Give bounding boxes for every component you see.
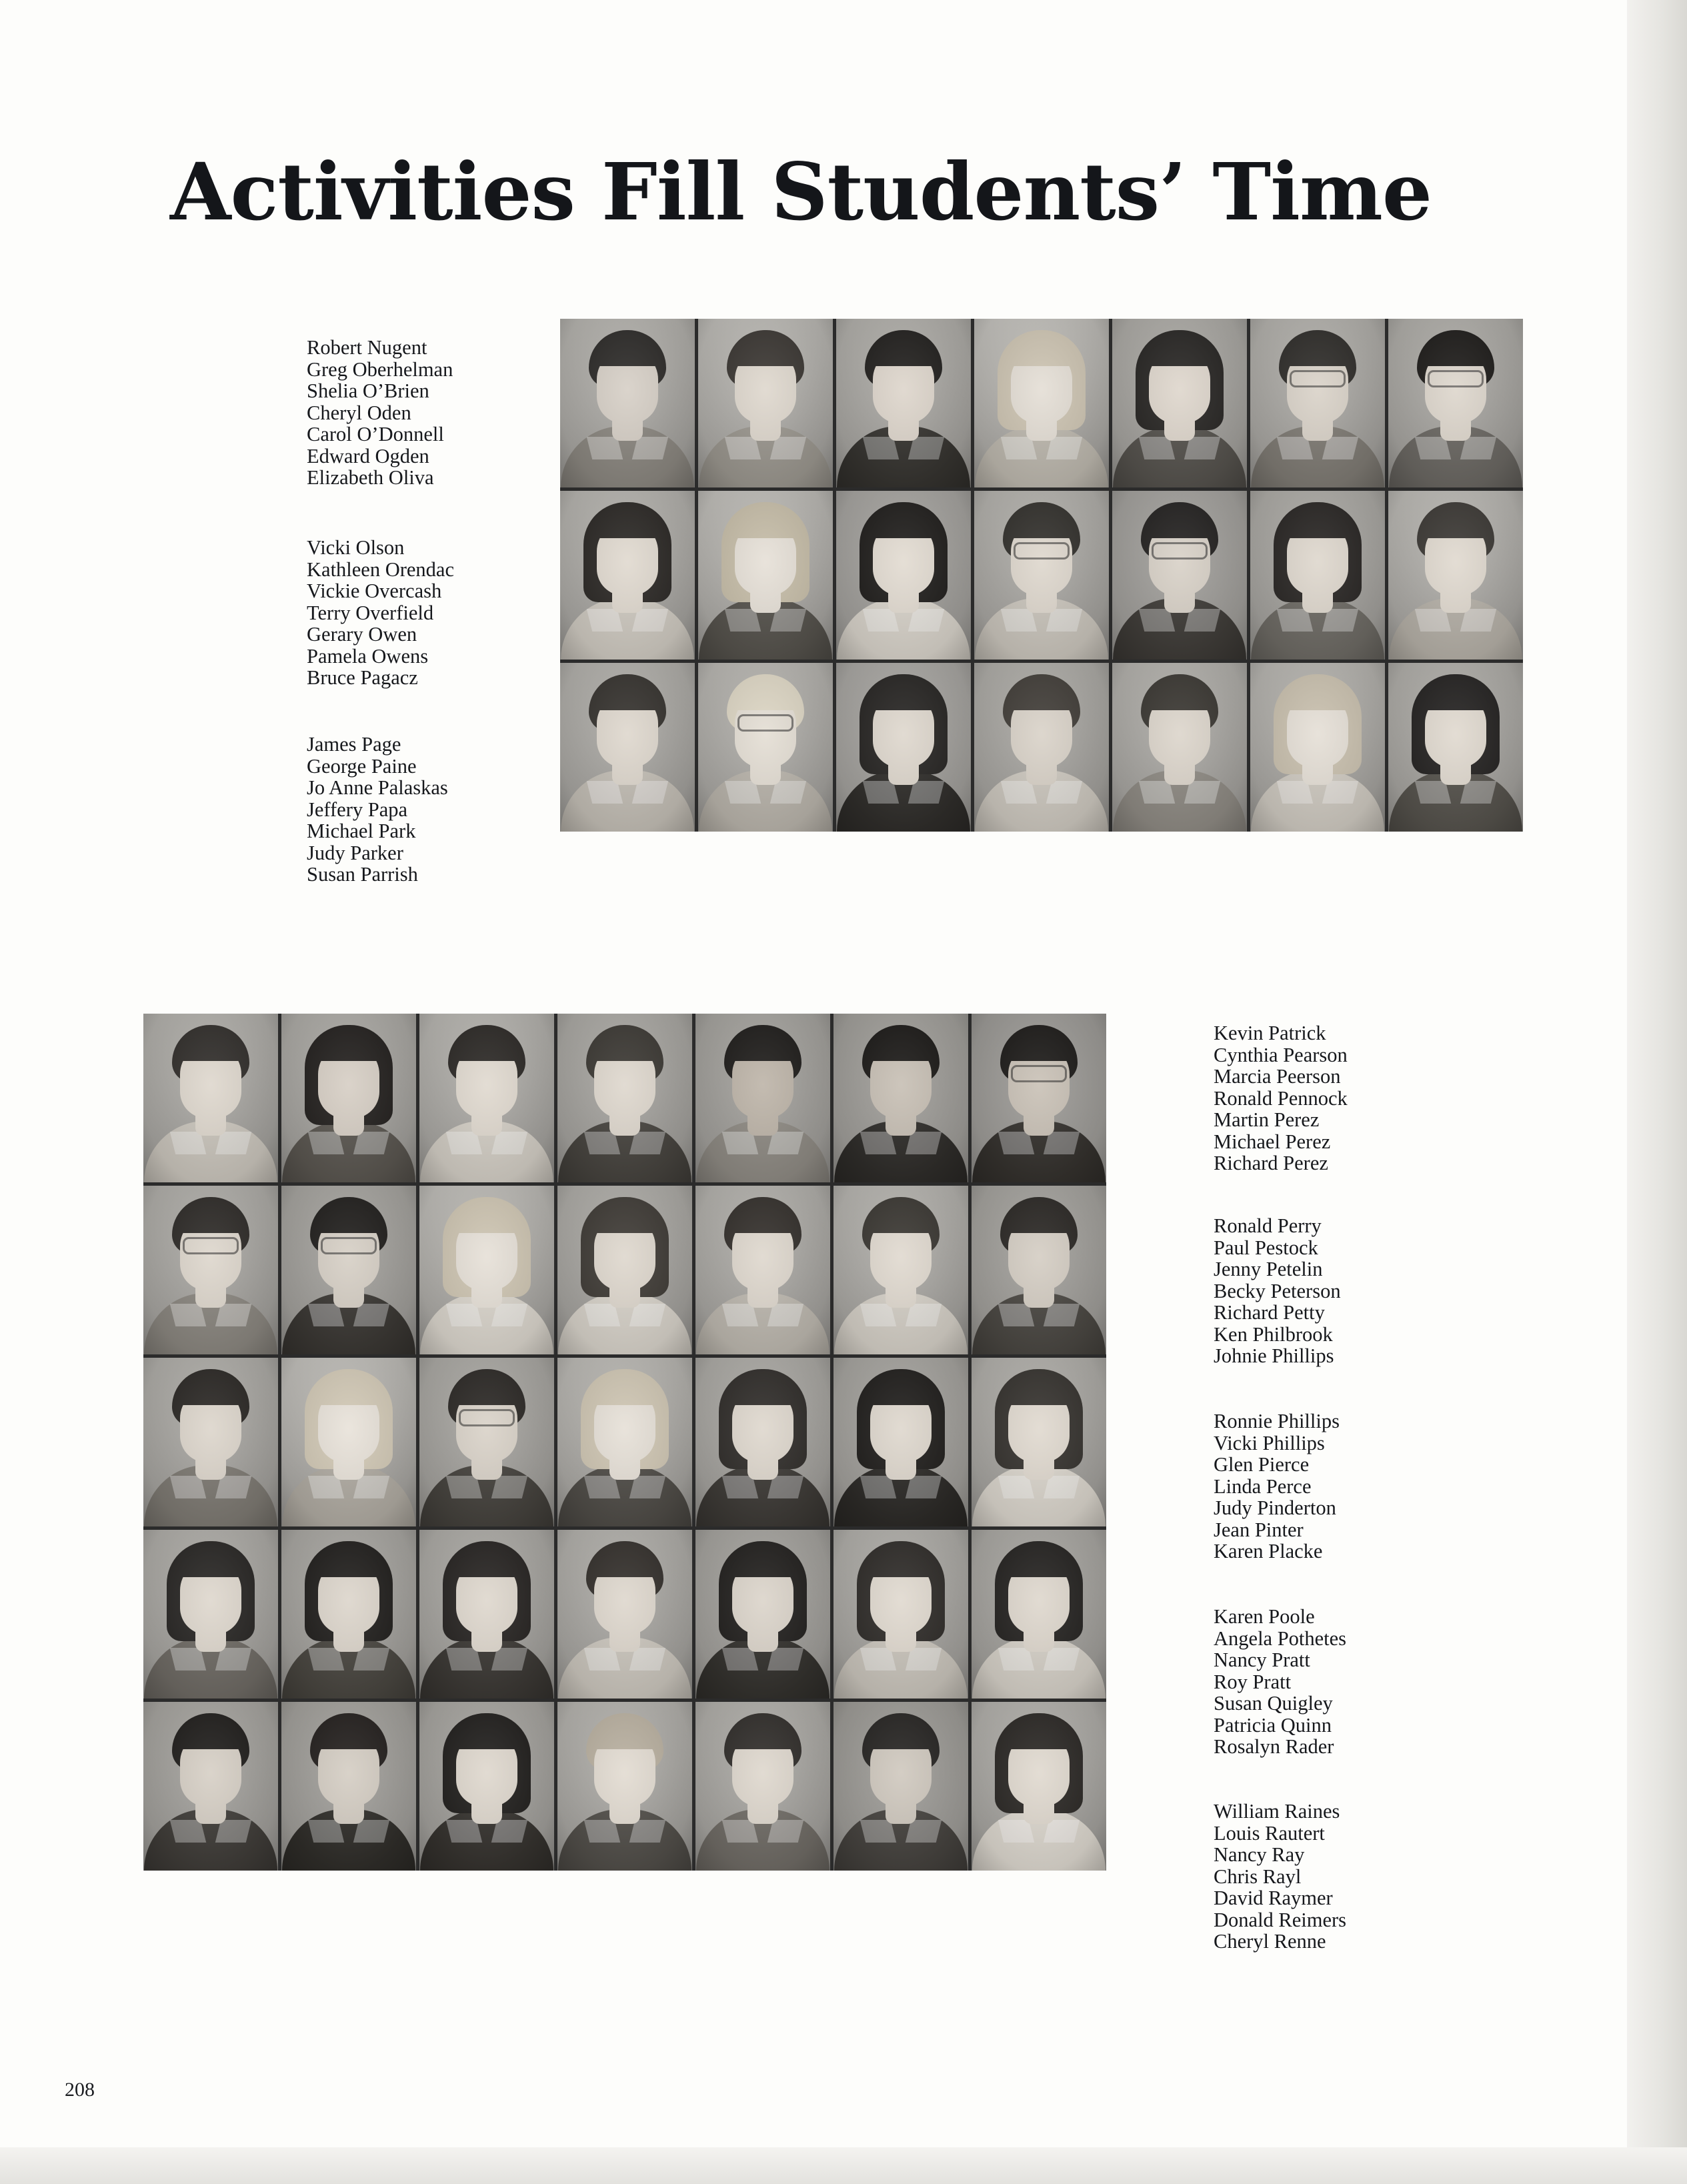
student-portrait: [972, 1014, 1106, 1182]
student-portrait: [698, 319, 833, 487]
portrait-vignette: [1388, 319, 1523, 487]
caption-name: Ken Philbrook: [1214, 1322, 1333, 1346]
caption-name: Jenny Petelin: [1214, 1258, 1323, 1280]
portrait-vignette: [419, 1530, 554, 1699]
student-portrait: [695, 1358, 830, 1526]
student-portrait: [972, 1530, 1106, 1699]
caption-name: James Page: [307, 733, 401, 756]
student-portrait: [419, 1530, 554, 1699]
caption-name: Rosalyn Rader: [1214, 1735, 1334, 1758]
caption-name: Patricia Quinn: [1214, 1713, 1332, 1737]
portrait-vignette: [974, 491, 1109, 660]
student-portrait: [1112, 491, 1247, 660]
caption-block-top-1: [307, 337, 453, 489]
caption-name: David Raymer: [1214, 1887, 1333, 1909]
caption-name: Martin Perez: [1214, 1108, 1320, 1131]
caption-block-bottom-2: [1214, 1215, 1341, 1367]
student-portrait: [560, 491, 695, 660]
portrait-vignette: [974, 663, 1109, 832]
caption-name: Cynthia Pearson: [1214, 1043, 1348, 1066]
portrait-vignette: [143, 1702, 278, 1871]
portrait-vignette: [1388, 491, 1523, 660]
portrait-vignette: [695, 1358, 830, 1526]
student-portrait: [695, 1530, 830, 1699]
caption-name: Shelia O’Brien: [307, 379, 429, 402]
portrait-vignette: [281, 1358, 416, 1526]
student-portrait: [1388, 491, 1523, 660]
student-portrait: [281, 1186, 416, 1354]
student-portrait: [419, 1702, 554, 1871]
student-portrait: [695, 1702, 830, 1871]
caption-name: Bruce Pagacz: [307, 666, 418, 689]
caption-name: Robert Nugent: [307, 336, 427, 359]
caption-name: Ronnie Phillips: [1214, 1410, 1340, 1432]
student-portrait: [972, 1186, 1106, 1354]
caption-name: Louis Rautert: [1214, 1821, 1325, 1845]
caption-name: George Paine: [307, 754, 417, 778]
portrait-vignette: [143, 1014, 278, 1182]
student-portrait: [974, 491, 1109, 660]
caption-name: Nancy Ray: [1214, 1843, 1305, 1866]
caption-name: Donald Reimers: [1214, 1908, 1347, 1931]
student-portrait: [698, 663, 833, 832]
caption-name: Judy Pinderton: [1214, 1496, 1336, 1519]
caption-name: Richard Perez: [1214, 1152, 1328, 1174]
student-portrait: [557, 1186, 692, 1354]
caption-name: Carol O’Donnell: [307, 423, 444, 445]
portrait-vignette: [836, 491, 971, 660]
caption-name: Cheryl Renne: [1214, 1930, 1326, 1953]
student-portrait: [1112, 663, 1247, 832]
portrait-vignette: [974, 319, 1109, 487]
portrait-vignette: [560, 663, 695, 832]
caption-name: Ronald Perry: [1214, 1214, 1322, 1237]
caption-name: Gerary Owen: [307, 623, 417, 646]
portrait-vignette: [1112, 319, 1247, 487]
caption-name: Cheryl Oden: [307, 401, 411, 424]
portrait-vignette: [698, 491, 833, 660]
student-portrait: [560, 663, 695, 832]
student-portrait: [836, 663, 971, 832]
caption-name: Karen Poole: [1214, 1605, 1315, 1628]
caption-block-bottom-1: [1214, 1022, 1348, 1174]
caption-name: Edward Ogden: [307, 444, 429, 467]
portrait-vignette: [557, 1702, 692, 1871]
caption-name: Karen Placke: [1214, 1540, 1323, 1562]
student-portrait: [143, 1702, 278, 1871]
student-portrait: [557, 1014, 692, 1182]
caption-name: William Raines: [1214, 1800, 1340, 1823]
student-portrait: [1250, 491, 1385, 660]
portrait-vignette: [695, 1702, 830, 1871]
portrait-vignette: [695, 1014, 830, 1182]
caption-name: Susan Parrish: [307, 863, 418, 886]
portrait-vignette: [1250, 491, 1385, 660]
portrait-vignette: [560, 491, 695, 660]
student-portrait: [836, 491, 971, 660]
portrait-vignette: [1250, 663, 1385, 832]
caption-name: Angela Pothetes: [1214, 1626, 1347, 1650]
portrait-grid-top: [560, 319, 1523, 832]
portrait-vignette: [972, 1530, 1106, 1699]
student-portrait: [972, 1702, 1106, 1871]
caption-name: Kathleen Orendac: [307, 558, 455, 581]
portrait-vignette: [833, 1358, 968, 1526]
portrait-vignette: [1250, 319, 1385, 487]
caption-block-bottom-4: [1214, 1606, 1346, 1758]
student-portrait: [143, 1186, 278, 1354]
portrait-vignette: [833, 1186, 968, 1354]
student-portrait: [560, 319, 695, 487]
portrait-vignette: [557, 1186, 692, 1354]
portrait-vignette: [1388, 663, 1523, 832]
portrait-vignette: [1112, 491, 1247, 660]
student-portrait: [143, 1014, 278, 1182]
caption-name: Pamela Owens: [307, 644, 429, 668]
student-portrait: [419, 1358, 554, 1526]
caption-name: Kevin Patrick: [1214, 1022, 1326, 1044]
caption-name: Ronald Pennock: [1214, 1086, 1348, 1110]
caption-block-top-3: [307, 734, 448, 886]
caption-name: Judy Parker: [307, 841, 403, 864]
portrait-vignette: [560, 319, 695, 487]
portrait-vignette: [281, 1530, 416, 1699]
caption-name: Chris Rayl: [1214, 1865, 1302, 1888]
student-portrait: [833, 1358, 968, 1526]
caption-name: Roy Pratt: [1214, 1670, 1292, 1693]
caption-name: Richard Petty: [1214, 1301, 1325, 1324]
portrait-vignette: [419, 1186, 554, 1354]
caption-name: Vicki Olson: [307, 536, 405, 559]
caption-block-top-2: [307, 537, 454, 689]
student-portrait: [972, 1358, 1106, 1526]
portrait-vignette: [557, 1530, 692, 1699]
student-portrait: [281, 1358, 416, 1526]
student-portrait: [143, 1530, 278, 1699]
caption-name: Johnie Phillips: [1214, 1344, 1334, 1367]
student-portrait: [833, 1702, 968, 1871]
portrait-vignette: [695, 1530, 830, 1699]
student-portrait: [281, 1702, 416, 1871]
portrait-vignette: [143, 1186, 278, 1354]
portrait-vignette: [698, 663, 833, 832]
student-portrait: [1250, 663, 1385, 832]
caption-name: Terry Overfield: [307, 601, 434, 624]
portrait-vignette: [833, 1702, 968, 1871]
caption-name: Marcia Peerson: [1214, 1065, 1341, 1088]
caption-name: Becky Peterson: [1214, 1279, 1341, 1302]
student-portrait: [695, 1186, 830, 1354]
portrait-vignette: [833, 1014, 968, 1182]
caption-name: Jeffery Papa: [307, 798, 408, 821]
student-portrait: [836, 319, 971, 487]
caption-name: Glen Pierce: [1214, 1453, 1310, 1476]
portrait-vignette: [695, 1186, 830, 1354]
caption-name: Vickie Overcash: [307, 580, 442, 602]
student-portrait: [833, 1186, 968, 1354]
student-portrait: [557, 1358, 692, 1526]
caption-name: Jo Anne Palaskas: [307, 776, 448, 799]
portrait-vignette: [557, 1014, 692, 1182]
scan-edge-right: [1627, 0, 1687, 2184]
student-portrait: [419, 1186, 554, 1354]
page-number: 208: [65, 2079, 95, 2101]
portrait-vignette: [972, 1702, 1106, 1871]
portrait-vignette: [419, 1358, 554, 1526]
student-portrait: [557, 1702, 692, 1871]
portrait-vignette: [419, 1014, 554, 1182]
student-portrait: [974, 319, 1109, 487]
caption-name: Nancy Pratt: [1214, 1649, 1310, 1671]
portrait-vignette: [972, 1358, 1106, 1526]
student-portrait: [833, 1014, 968, 1182]
student-portrait: [1112, 319, 1247, 487]
student-portrait: [557, 1530, 692, 1699]
portrait-vignette: [698, 319, 833, 487]
portrait-vignette: [836, 319, 971, 487]
student-portrait: [974, 663, 1109, 832]
caption-block-bottom-5: [1214, 1801, 1346, 1953]
portrait-vignette: [1112, 663, 1247, 832]
caption-name: Jean Pinter: [1214, 1518, 1304, 1541]
caption-block-bottom-3: [1214, 1410, 1340, 1562]
student-portrait: [281, 1014, 416, 1182]
portrait-vignette: [419, 1702, 554, 1871]
portrait-grid-bottom: [143, 1014, 1106, 1871]
caption-name: Paul Pestock: [1214, 1236, 1318, 1259]
portrait-vignette: [836, 663, 971, 832]
caption-name: Vicki Phillips: [1214, 1431, 1325, 1454]
caption-name: Elizabeth Oliva: [307, 466, 434, 489]
scan-edge-bottom: [0, 2147, 1687, 2184]
caption-name: Susan Quigley: [1214, 1692, 1333, 1715]
student-portrait: [695, 1014, 830, 1182]
student-portrait: [698, 491, 833, 660]
student-portrait: [1250, 319, 1385, 487]
portrait-vignette: [281, 1702, 416, 1871]
student-portrait: [1388, 663, 1523, 832]
portrait-vignette: [972, 1014, 1106, 1182]
portrait-vignette: [281, 1186, 416, 1354]
student-portrait: [419, 1014, 554, 1182]
caption-name: Linda Perce: [1214, 1474, 1312, 1498]
caption-name: Michael Park: [307, 820, 416, 842]
student-portrait: [281, 1530, 416, 1699]
portrait-vignette: [972, 1186, 1106, 1354]
portrait-vignette: [281, 1014, 416, 1182]
caption-name: Greg Oberhelman: [307, 357, 453, 381]
page-title: Activities Fill Students’ Time: [170, 145, 1432, 238]
student-portrait: [1388, 319, 1523, 487]
portrait-vignette: [143, 1530, 278, 1699]
portrait-vignette: [833, 1530, 968, 1699]
student-portrait: [143, 1358, 278, 1526]
student-portrait: [833, 1530, 968, 1699]
portrait-vignette: [143, 1358, 278, 1526]
caption-name: Michael Perez: [1214, 1130, 1331, 1153]
portrait-vignette: [557, 1358, 692, 1526]
